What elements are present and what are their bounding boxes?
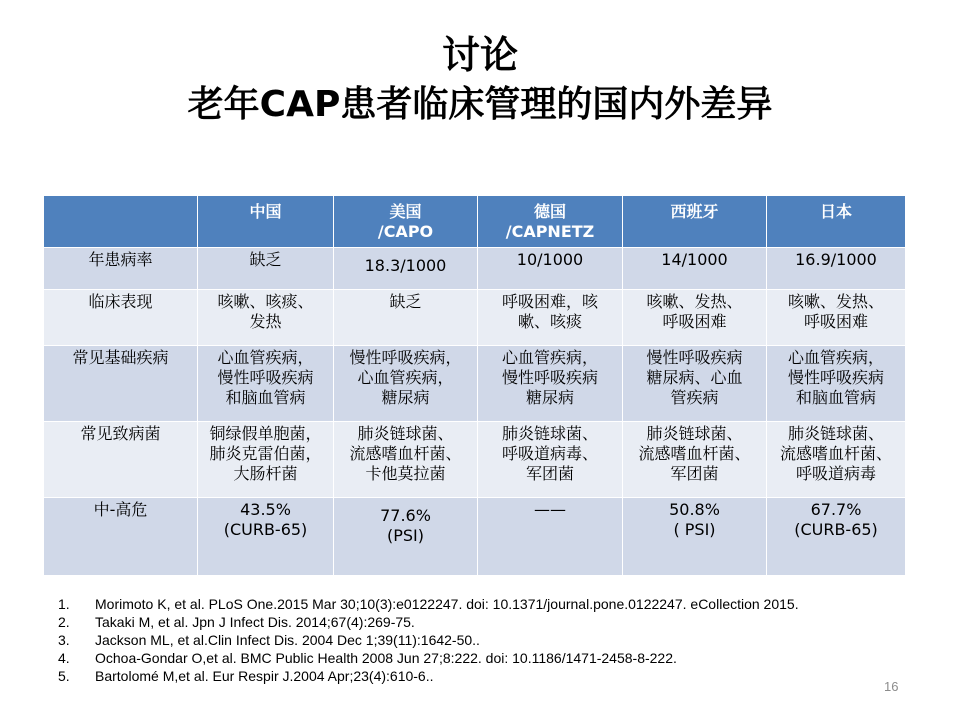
table-cell: 铜绿假单胞菌， 肺炎克雷伯菌， 大肠杆菌 bbox=[198, 422, 334, 498]
table-cell: 50.8% ( PSI) bbox=[623, 498, 767, 576]
table-cell: 77.6% (PSI) bbox=[334, 498, 478, 576]
comparison-table bbox=[43, 195, 906, 576]
table-cell: 心血管疾病， 慢性呼吸疾病 和脑血管病 bbox=[198, 346, 334, 422]
table-cell: 18.3/1000 bbox=[334, 248, 478, 290]
reference-number: 3. bbox=[58, 632, 70, 648]
reference-item bbox=[58, 650, 858, 667]
table-cell: 43.5% (CURB-65) bbox=[198, 498, 334, 576]
table-row bbox=[44, 422, 906, 498]
reference-item bbox=[58, 632, 858, 649]
header-cell: 日本 bbox=[767, 196, 906, 248]
row-label: 中-高危 bbox=[44, 498, 198, 576]
table-cell: 67.7% (CURB-65) bbox=[767, 498, 906, 576]
table-cell: 咳嗽、发热、 呼吸困难 bbox=[623, 290, 767, 346]
header-cell: 德国 /CAPNETZ bbox=[478, 196, 623, 248]
table-header-row bbox=[44, 196, 906, 248]
reference-item bbox=[58, 668, 858, 685]
row-label: 常见基础疾病 bbox=[44, 346, 198, 422]
reference-text: Morimoto K, et al. PLoS One.2015 Mar 30;10(3):e0122247. doi: 10.1371/journal.pone.0122247. eCollection 2015. bbox=[95, 596, 799, 612]
table-cell: 咳嗽、发热、 呼吸困难 bbox=[767, 290, 906, 346]
table-cell: 慢性呼吸疾病 糖尿病、心血 管疾病 bbox=[623, 346, 767, 422]
header-cell: 美国 /CAPO bbox=[334, 196, 478, 248]
table-cell: 缺乏 bbox=[334, 290, 478, 346]
table-cell: 慢性呼吸疾病， 心血管疾病， 糖尿病 bbox=[334, 346, 478, 422]
reference-number: 2. bbox=[58, 614, 70, 630]
reference-text: Ochoa-Gondar O,et al. BMC Public Health 2008 Jun 27;8:222. doi: 10.1186/1471-2458-8-222. bbox=[95, 650, 677, 666]
table-row bbox=[44, 346, 906, 422]
table-cell: 16.9/1000 bbox=[767, 248, 906, 290]
row-label: 常见致病菌 bbox=[44, 422, 198, 498]
reference-item bbox=[58, 596, 858, 613]
table-row bbox=[44, 290, 906, 346]
row-label: 年患病率 bbox=[44, 248, 198, 290]
reference-number: 4. bbox=[58, 650, 70, 666]
table-row bbox=[44, 498, 906, 576]
slide-subtitle: 老年CAP患者临床管理的国内外差异 bbox=[187, 84, 773, 125]
table-cell: 10/1000 bbox=[478, 248, 623, 290]
table-cell: 呼吸困难，咳 嗽、咳痰 bbox=[478, 290, 623, 346]
header-cell bbox=[44, 196, 198, 248]
table-cell: 心血管疾病， 慢性呼吸疾病 和脑血管病 bbox=[767, 346, 906, 422]
reference-text: Takaki M, et al. Jpn J Infect Dis. 2014;67(4):269-75. bbox=[95, 614, 415, 630]
header-cell: 西班牙 bbox=[623, 196, 767, 248]
table-cell: 肺炎链球菌、 流感嗜血杆菌、 军团菌 bbox=[623, 422, 767, 498]
header-cell: 中国 bbox=[198, 196, 334, 248]
reference-item bbox=[58, 614, 858, 631]
slide-title: 讨论 bbox=[441, 33, 518, 77]
reference-number: 5. bbox=[58, 668, 70, 684]
reference-text: Jackson ML, et al.Clin Infect Dis. 2004 Dec 1;39(11):1642-50.. bbox=[95, 632, 480, 648]
reference-number: 1. bbox=[58, 596, 70, 612]
table-cell: 心血管疾病， 慢性呼吸疾病 糖尿病 bbox=[478, 346, 623, 422]
table-cell: —— bbox=[478, 498, 623, 576]
table-row bbox=[44, 248, 906, 290]
page-number: 16 bbox=[884, 679, 899, 694]
table-cell: 肺炎链球菌、 呼吸道病毒、 军团菌 bbox=[478, 422, 623, 498]
reference-list bbox=[58, 596, 858, 686]
row-label: 临床表现 bbox=[44, 290, 198, 346]
table-cell: 咳嗽、咳痰、 发热 bbox=[198, 290, 334, 346]
table-cell: 肺炎链球菌、 流感嗜血杆菌、 呼吸道病毒 bbox=[767, 422, 906, 498]
table-cell: 肺炎链球菌、 流感嗜血杆菌、 卡他莫拉菌 bbox=[334, 422, 478, 498]
table-cell: 14/1000 bbox=[623, 248, 767, 290]
reference-text: Bartolomé M,et al. Eur Respir J.2004 Apr;23(4):610-6.. bbox=[95, 668, 434, 684]
table-cell: 缺乏 bbox=[198, 248, 334, 290]
